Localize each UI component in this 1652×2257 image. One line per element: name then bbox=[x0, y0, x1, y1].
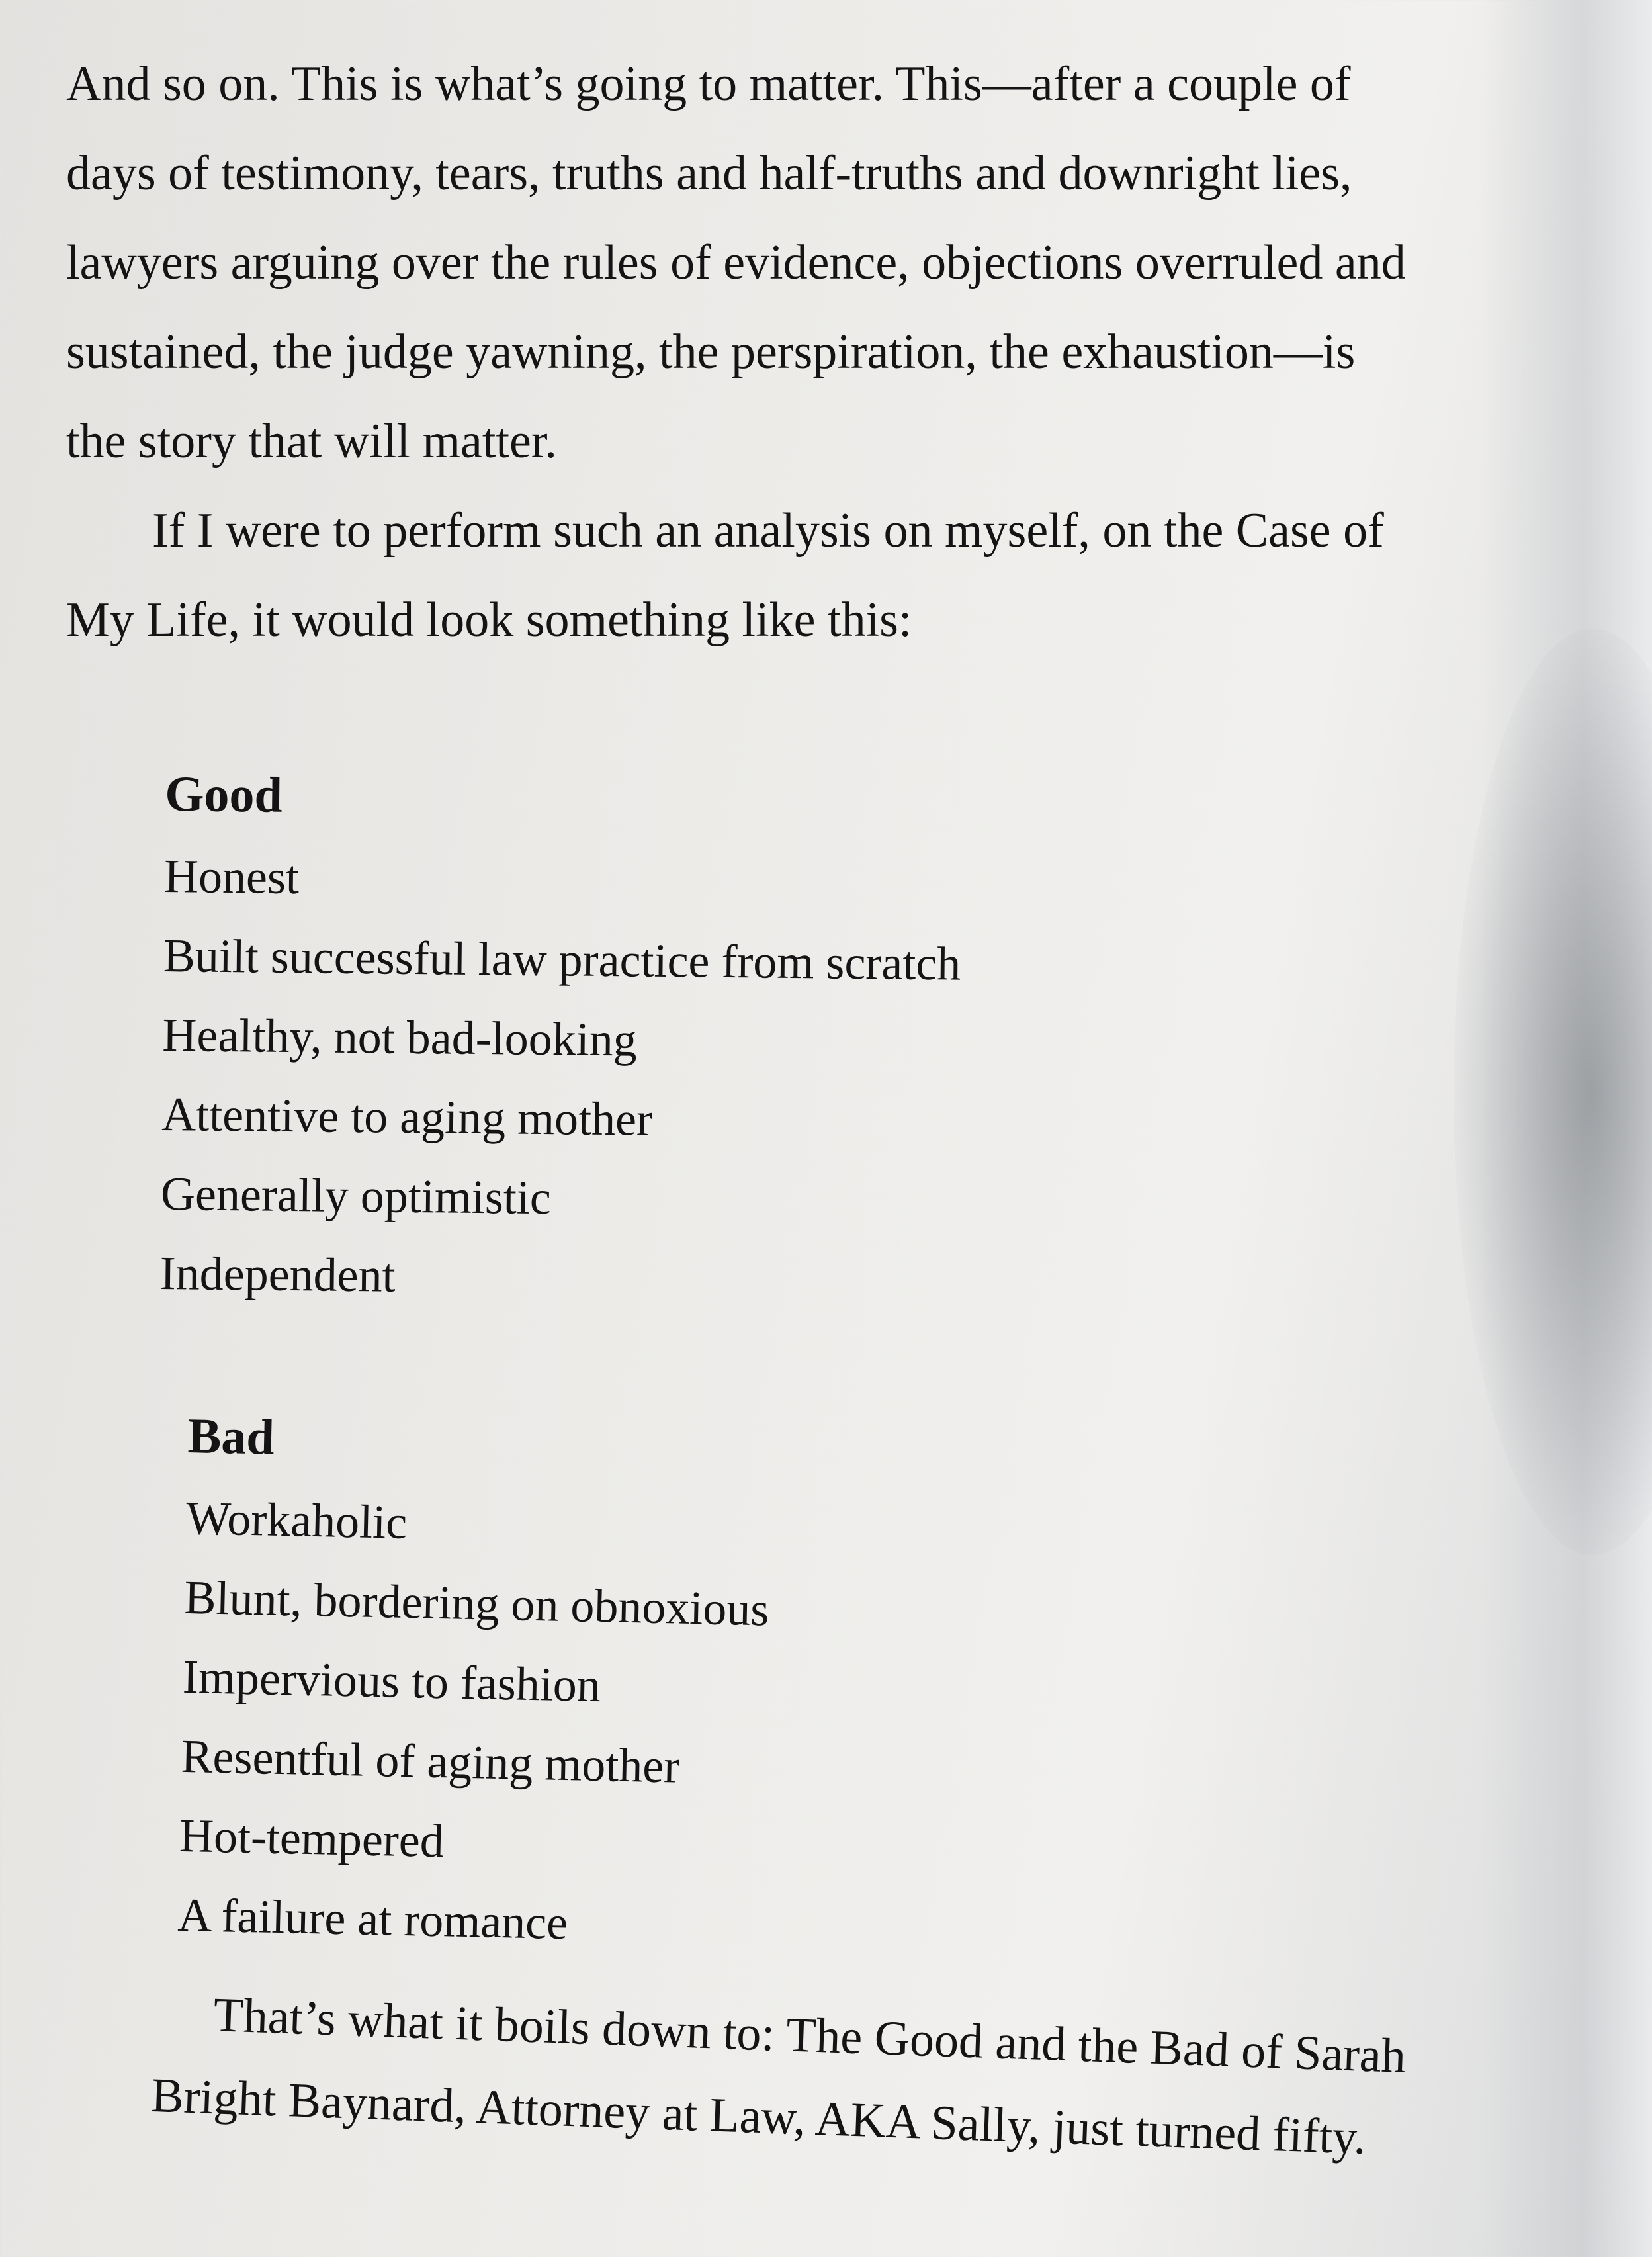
list-item: Built successful law practice from scratch bbox=[163, 928, 961, 991]
list-item: Generally optimistic bbox=[160, 1167, 552, 1225]
text-line: If I were to perform such an analysis on myself, on the Case of bbox=[152, 504, 1384, 558]
list-item: Blunt, bordering on obnoxious bbox=[183, 1570, 770, 1636]
paragraph-analysis bbox=[66, 486, 1561, 665]
text-line: lawyers arguing over the rules of evidence, objections overruled and bbox=[66, 236, 1406, 290]
good-list bbox=[159, 754, 963, 1321]
list-item: Honest bbox=[163, 849, 300, 905]
text-line: sustained, the judge yawning, the perspiration, the exhaustion—is bbox=[66, 325, 1356, 379]
list-item: Impervious to fashion bbox=[182, 1650, 601, 1712]
text-line: That’s what it boils down to: The Good and the Bad of Sarah bbox=[212, 1988, 1407, 2084]
list-item: Hot-tempered bbox=[179, 1808, 445, 1868]
text-line: the story that will matter. bbox=[66, 414, 557, 468]
list-item: Workaholic bbox=[185, 1491, 408, 1549]
text-line: My Life, it would look something like this: bbox=[66, 593, 912, 647]
list-item: A failure at romance bbox=[177, 1888, 569, 1950]
bad-heading: Bad bbox=[187, 1407, 275, 1466]
list-item: Healthy, not bad-looking bbox=[162, 1008, 638, 1067]
list-item: Resentful of aging mother bbox=[180, 1729, 681, 1793]
bad-list bbox=[177, 1396, 773, 1967]
text-line: And so on. This is what’s going to matter. This—after a couple of bbox=[66, 57, 1351, 111]
body-text bbox=[66, 40, 1561, 665]
list-item: Attentive to aging mother bbox=[161, 1087, 653, 1146]
good-heading: Good bbox=[164, 766, 283, 823]
text-line: days of testimony, tears, truths and half-truths and downright lies, bbox=[66, 146, 1352, 200]
paragraph-intro bbox=[66, 40, 1561, 486]
list-item: Independent bbox=[159, 1246, 396, 1302]
text-line: Bright Baynard, Attorney at Law, AKA Sally, just turned fifty. bbox=[150, 2068, 1368, 2165]
closing-paragraph bbox=[150, 1972, 1407, 2181]
